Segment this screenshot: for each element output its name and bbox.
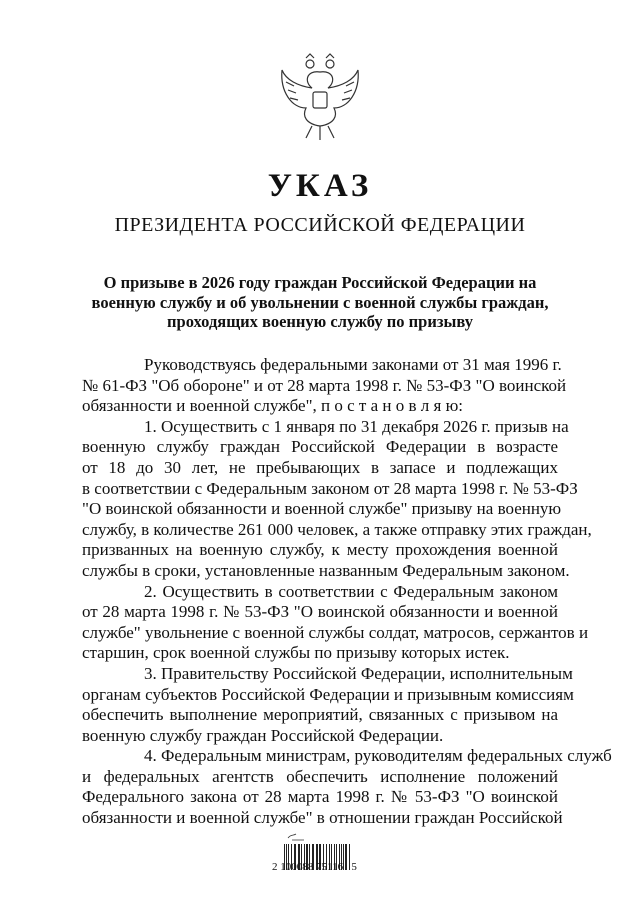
body-line: и федеральных агентств обеспечить исполнение положений (82, 766, 558, 786)
body-line: 2. Осуществить в соответствии с Федеральным законом (144, 581, 558, 601)
heading-line: проходящих военную службу по призыву (167, 312, 473, 331)
body-line: 4. Федеральным министрам, руководителям федеральных служб (144, 746, 612, 766)
body-line: Руководствуясь федеральными законами от 31 мая 1996 г. (144, 355, 562, 374)
body-line: 1. Осуществить с 1 января по 31 декабря 2026 г. призыв на (144, 416, 569, 436)
body-line: военную службу граждан Российской Федерации в возрасте (82, 437, 558, 457)
document-title: УКАЗ (267, 168, 373, 204)
body-line: в соответствии с Федеральным законом от 28 марта 1998 г. № 53-ФЗ (82, 478, 578, 498)
body-line: № 61-ФЗ "Об обороне" и от 28 марта 1998 г. № 53-ФЗ "О воинской (82, 375, 567, 395)
body-line: "О воинской обязанности и военной службе" призыву на военную (82, 499, 562, 519)
body-line: старшин, срок военной службы по призыву которых истек. (82, 643, 510, 663)
body-line: службе" увольнение с военной службы солдат, матросов, сержантов и (82, 622, 589, 642)
body-line: военную службу граждан Российской Федерации. (82, 725, 444, 745)
barcode-number: 2 100088 75116 5 (272, 861, 357, 873)
heading-line: военную службу и об увольнении с военной службы граждан, (91, 292, 549, 312)
body-line: Федерального закона от 28 марта 1998 г. № 53-ФЗ "О воинской (82, 787, 558, 807)
body-line: обеспечить выполнение мероприятий, связанных с призывом на (82, 705, 558, 725)
document-heading (60, 273, 580, 332)
body-line: обязанности и военной службе" в отношении граждан Российской (82, 808, 563, 828)
body-line: 3. Правительству Российской Федерации, исполнительным (144, 663, 573, 683)
heading-line: О призыве в 2026 году граждан Российской Федерации на (103, 273, 537, 292)
body-line: службу, в количестве 261 000 человек, а также отправку этих граждан, (82, 519, 592, 539)
coat-of-arms-emblem (276, 52, 364, 144)
body-line: обязанности и военной службе", п о с т а н о в л я ю: (82, 396, 464, 416)
body-line: призванных на военную службу, к месту прохождения военной (82, 540, 558, 560)
body-line: службы в сроки, установленные названным Федеральным законом. (82, 560, 570, 580)
body-line: от 28 марта 1998 г. № 53-ФЗ "О воинской обязанности и военной (82, 602, 558, 622)
body-line: органам субъектов Российской Федерации и призывным комиссиям (82, 684, 574, 704)
document-body (82, 355, 612, 829)
body-line: от 18 до 30 лет, не пребывающих в запасе и подлежащих (82, 457, 558, 477)
document-subtitle: ПРЕЗИДЕНТА РОССИЙСКОЙ ФЕДЕРАЦИИ (114, 214, 526, 236)
